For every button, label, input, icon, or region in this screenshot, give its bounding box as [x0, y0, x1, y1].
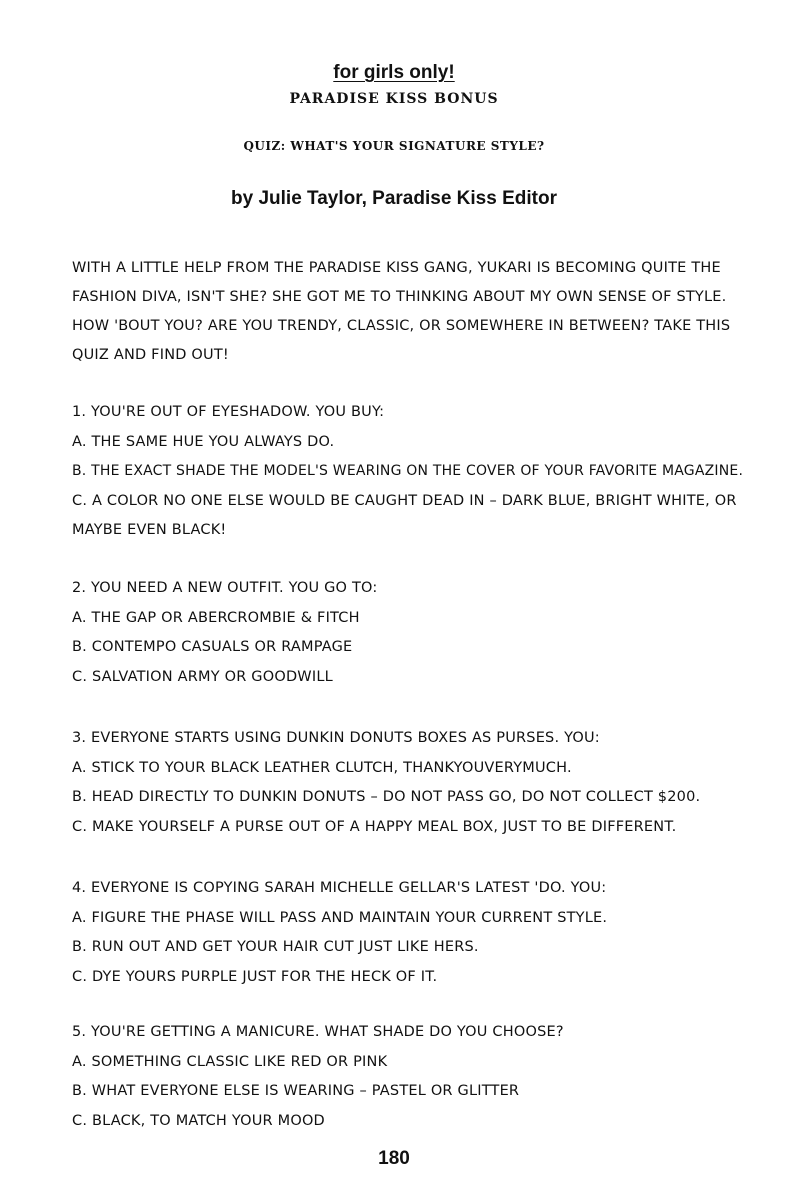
- question-4: [72, 874, 742, 992]
- page-number: 180: [378, 1148, 410, 1169]
- answer-c: C. MAKE YOURSELF A PURSE OUT OF A HAPPY MEAL BOX, JUST TO BE DIFFERENT.: [72, 818, 677, 835]
- intro-paragraph: [72, 254, 742, 370]
- answer-c: C. SALVATION ARMY OR GOODWILL: [72, 668, 333, 685]
- byline: by Julie Taylor, Paradise Kiss Editor: [231, 188, 557, 209]
- answer-c: C. DYE YOURS PURPLE JUST FOR THE HECK OF IT.: [72, 968, 438, 985]
- kicker: for girls only!: [333, 62, 455, 83]
- answer-c: C. BLACK, TO MATCH YOUR MOOD: [72, 1112, 325, 1129]
- intro-line: HOW 'BOUT YOU? ARE YOU TRENDY, CLASSIC, OR SOMEWHERE IN BETWEEN? TAKE THIS: [72, 318, 731, 334]
- answer-b: B. CONTEMPO CASUALS OR RAMPAGE: [72, 639, 353, 655]
- answer-a: A. STICK TO YOUR BLACK LEATHER CLUTCH, THANKYOUVERYMUCH.: [72, 759, 572, 776]
- answer-a: A. FIGURE THE PHASE WILL PASS AND MAINTAIN YOUR CURRENT STYLE.: [72, 909, 608, 926]
- answer-b: B. HEAD DIRECTLY TO DUNKIN DONUTS – DO NOT PASS GO, DO NOT COLLECT $200.: [72, 789, 701, 805]
- answer-b: B. WHAT EVERYONE ELSE IS WEARING – PASTEL OR GLITTER: [72, 1083, 520, 1099]
- answer-c: C. A COLOR NO ONE ELSE WOULD BE CAUGHT DEAD IN – DARK BLUE, BRIGHT WHITE, OR: [72, 492, 737, 509]
- question-text: 4. EVERYONE IS COPYING SARAH MICHELLE GELLAR'S LATEST 'DO. YOU:: [72, 880, 607, 896]
- question-1: [72, 398, 742, 546]
- intro-line: QUIZ AND FIND OUT!: [72, 347, 229, 363]
- answer-b: B. THE EXACT SHADE THE MODEL'S WEARING ON THE COVER OF YOUR FAVORITE MAGAZINE.: [72, 463, 744, 479]
- answer-a: A. THE GAP OR ABERCROMBIE & FITCH: [72, 609, 360, 626]
- page-title-line1: PARADISE KISS BONUS: [289, 91, 499, 107]
- question-text: 3. EVERYONE STARTS USING DUNKIN DONUTS BOXES AS PURSES. YOU:: [72, 730, 600, 746]
- answer-c-continued: MAYBE EVEN BLACK!: [72, 522, 227, 538]
- question-3: [72, 724, 742, 842]
- intro-line: FASHION DIVA, ISN'T SHE? SHE GOT ME TO THINKING ABOUT MY OWN SENSE OF STYLE.: [72, 289, 727, 305]
- page-title-line2: QUIZ: WHAT'S YOUR SIGNATURE STYLE?: [243, 139, 545, 153]
- answer-b: B. RUN OUT AND GET YOUR HAIR CUT JUST LIKE HERS.: [72, 939, 479, 955]
- question-2: [72, 574, 742, 692]
- question-text: 2. YOU NEED A NEW OUTFIT. YOU GO TO:: [72, 580, 378, 596]
- intro-line: WITH A LITTLE HELP FROM THE PARADISE KISS GANG, YUKARI IS BECOMING QUITE THE: [72, 260, 721, 276]
- answer-a: A. THE SAME HUE YOU ALWAYS DO.: [72, 433, 335, 450]
- question-text: 5. YOU'RE GETTING A MANICURE. WHAT SHADE DO YOU CHOOSE?: [72, 1024, 564, 1040]
- question-5: [72, 1018, 742, 1136]
- answer-a: A. SOMETHING CLASSIC LIKE RED OR PINK: [72, 1053, 388, 1070]
- question-text: 1. YOU'RE OUT OF EYESHADOW. YOU BUY:: [72, 404, 385, 420]
